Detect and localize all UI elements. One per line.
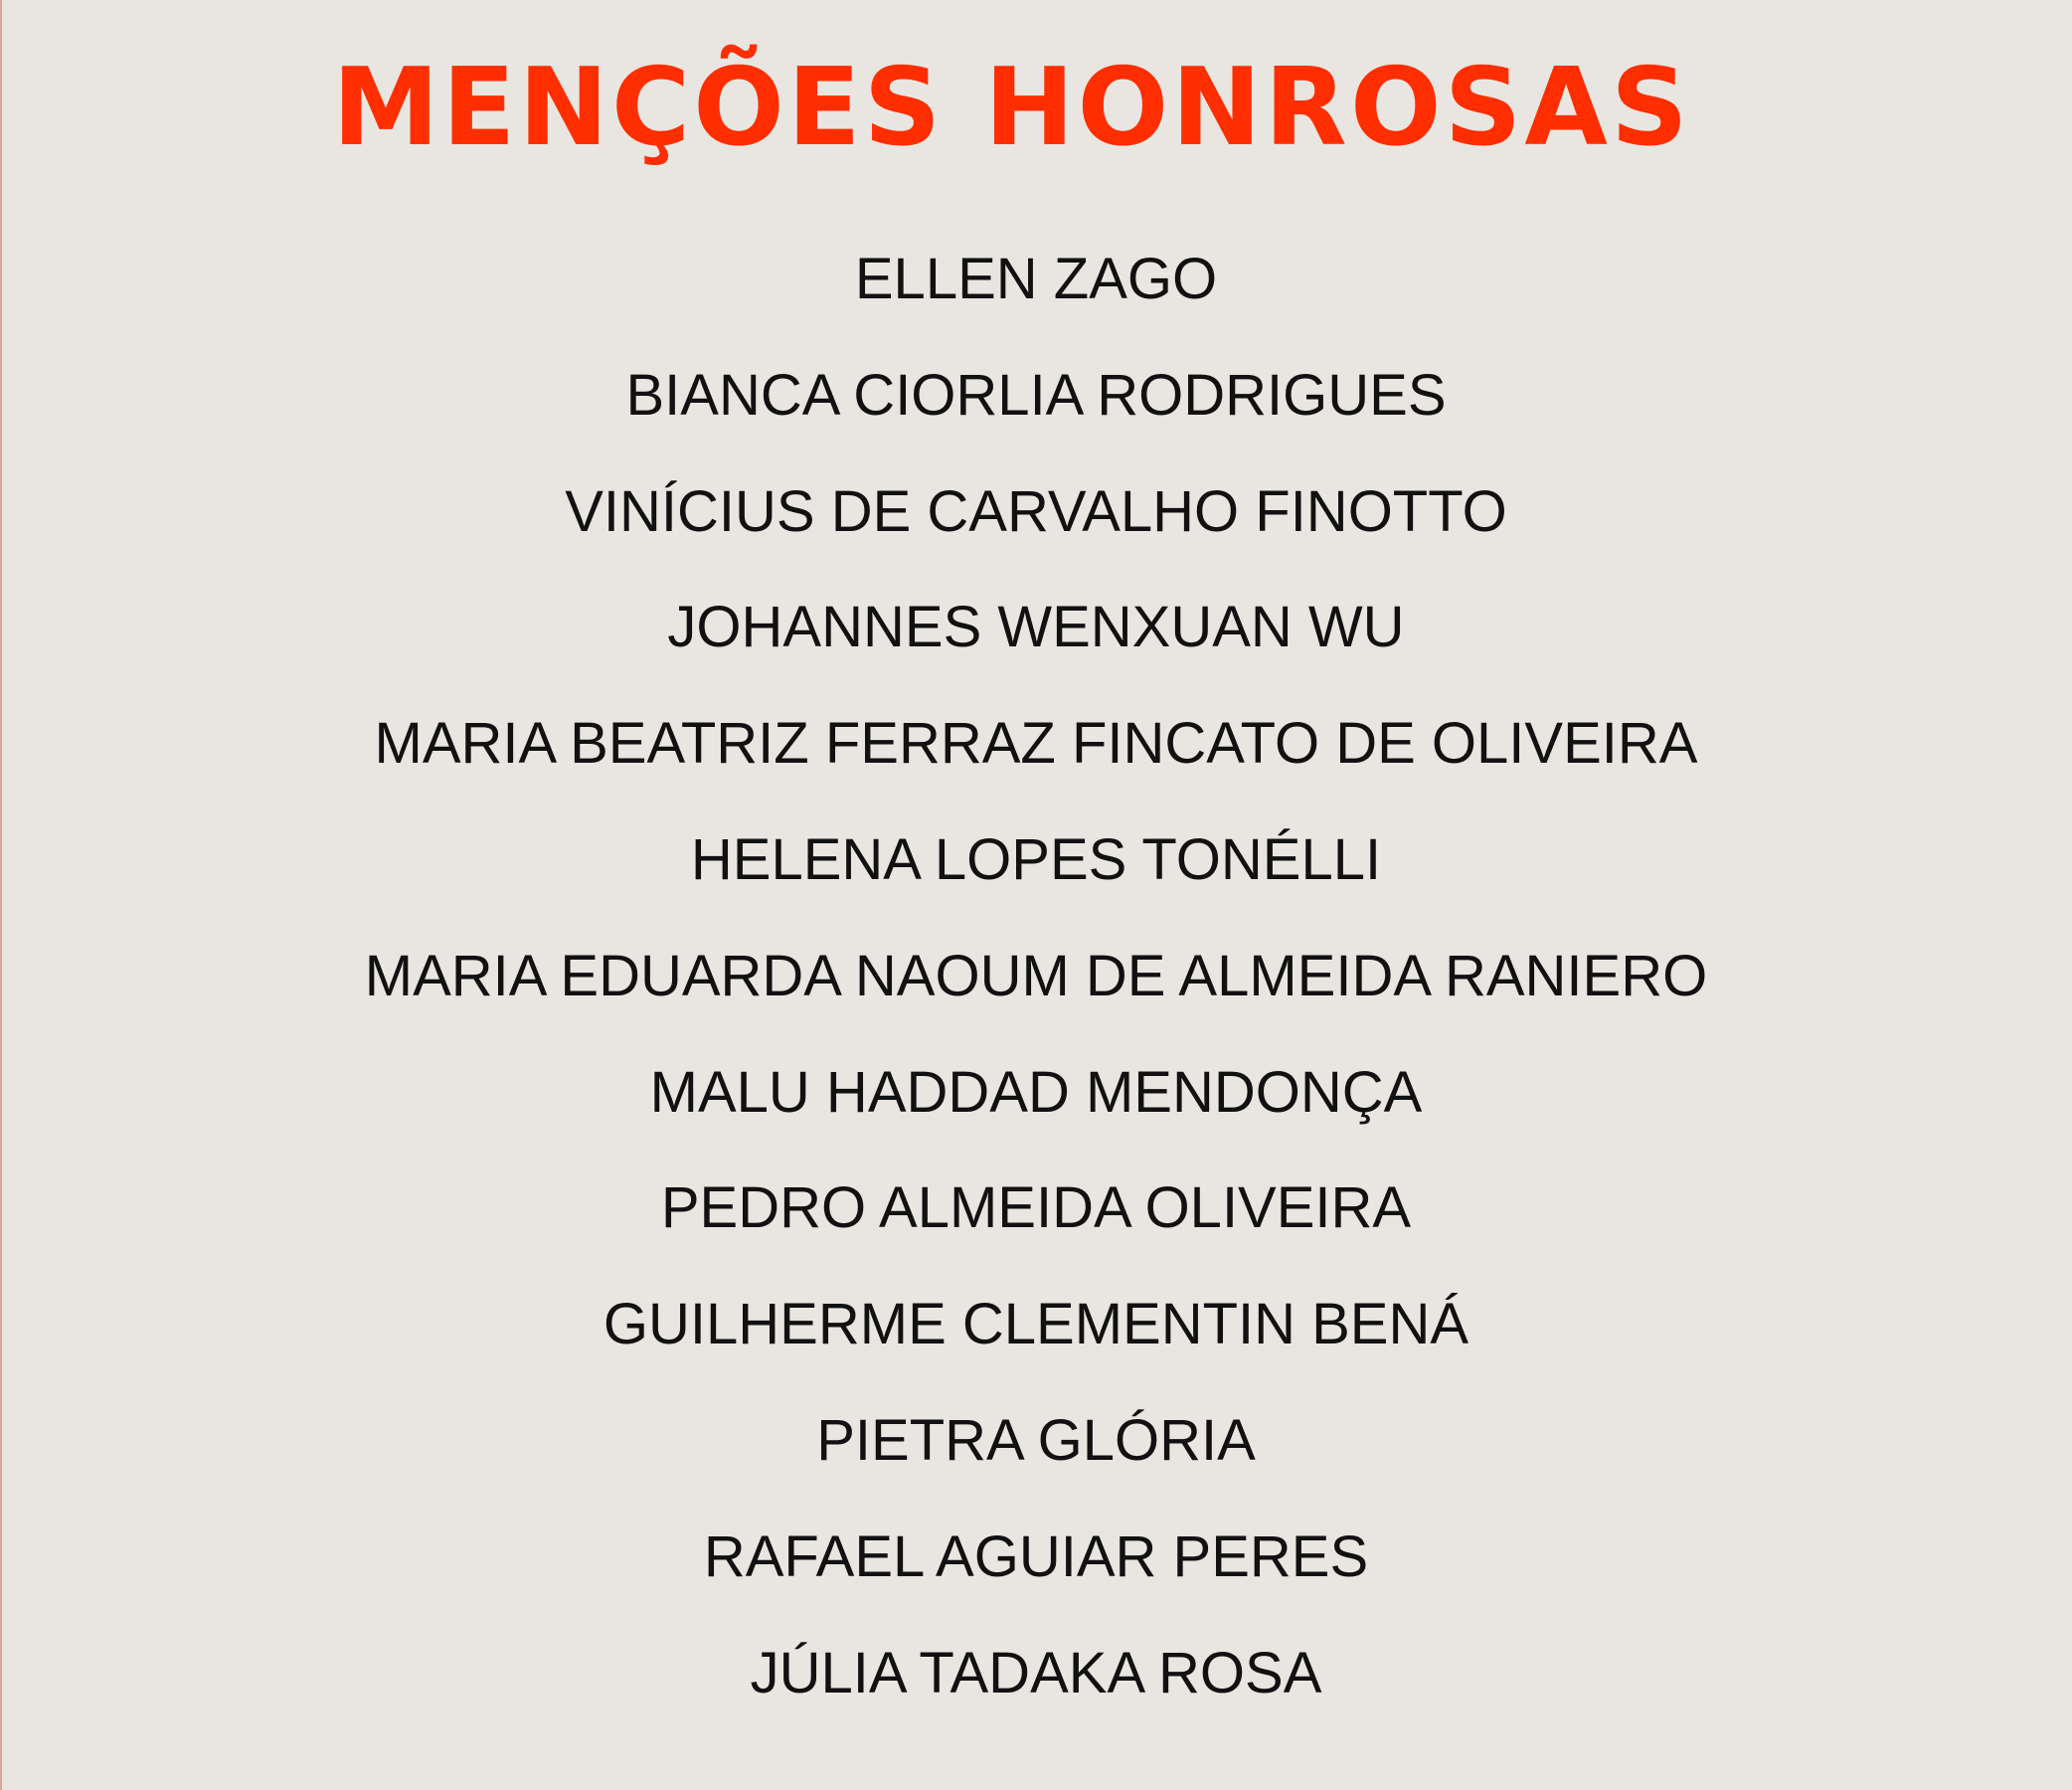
list-item: MARIA BEATRIZ FERRAZ FINCATO DE OLIVEIRA [374, 711, 1698, 777]
names-list [0, 239, 2072, 1748]
list-item: JOHANNES WENXUAN WU [667, 595, 1405, 660]
list-item: VINÍCIUS DE CARVALHO FINOTTO [565, 478, 1507, 544]
list-item: MALU HADDAD MENDONÇA [649, 1059, 1423, 1125]
list-item: RAFAEL AGUIAR PERES [703, 1523, 1369, 1589]
page-title: MENÇÕES HONROSAS [332, 46, 1691, 170]
list-item: HELENA LOPES TONÉLLI [690, 826, 1382, 892]
list-item: MARIA EDUARDA NAOUM DE ALMEIDA RANIERO [364, 943, 1708, 1008]
list-item: GUILHERME CLEMENTIN BENÁ [603, 1292, 1469, 1357]
list-item: PEDRO ALMEIDA OLIVEIRA [660, 1175, 1412, 1241]
list-item: ELLEN ZAGO [854, 247, 1218, 311]
list-item: JÚLIA TADAKA ROSA [750, 1640, 1322, 1705]
list-item: BIANCA CIORLIA RODRIGUES [625, 362, 1447, 428]
list-item: PIETRA GLÓRIA [816, 1407, 1256, 1473]
